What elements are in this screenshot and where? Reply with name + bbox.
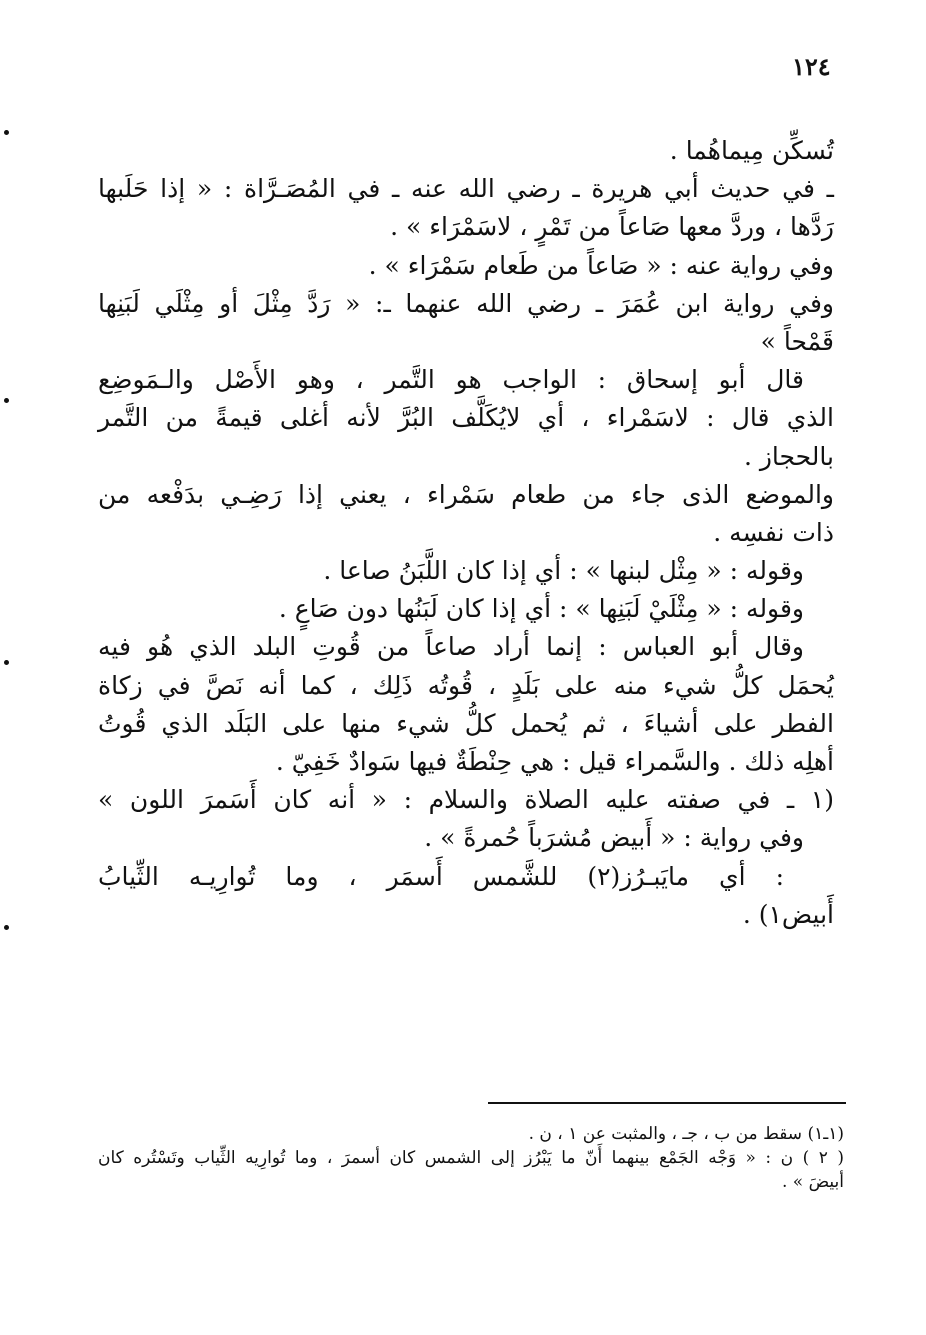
footnote-divider: [488, 1102, 846, 1104]
text-line: وقال أبو العباس : إنما أراد صاعاً من قُوتِ البلد الذي هُو فيه: [98, 632, 804, 662]
text-line: الذي قال : لاسَمْراء ، أي لايُكَلَّف البُرَّ لأنه أغلى قيمةً من التَّمر: [98, 403, 834, 433]
margin-mark: [4, 398, 9, 403]
text-line: رَدَّها ، وردَّ معها صَاعاً من تَمْرٍ ، لاسَمْرَاء » .: [390, 212, 834, 242]
text-line: قَمْحاً »: [760, 326, 834, 356]
margin-mark: [4, 660, 9, 665]
text-line: وفي رواية عنه : « صَاعاً من طَعام سَمْرَاء » .: [368, 250, 834, 280]
footnote-line: (١ـ١) سقط من ب ، جـ ، والمثبت عن ١ ، ن .: [528, 1124, 844, 1144]
text-line: وفي رواية ابن عُمَرَ ـ رضي الله عنهما ـ: « رَدَّ مِثْلَ أو مِثْلَي لَبَنِها: [98, 288, 834, 318]
margin-mark: [4, 925, 9, 930]
footnotes: [98, 1122, 844, 1194]
text-line: (١ ـ في صفته عليه الصلاة والسلام : « أنه كان أَسَمرَ اللون »: [98, 785, 834, 815]
text-line: قال أبو إسحاق : الواجب هو التَّمر ، وهو الأَصْل والـمَوضِع: [98, 365, 804, 395]
text-line: ذات نفسِه .: [713, 517, 834, 547]
text-line: وقوله : « مِثْل لبنها » : أي إذا كان اللَّبَنُ صاعا .: [323, 556, 804, 586]
text-line: وقوله : « مِثْلَيْ لَبَنِها » : أي إذا كان لَبَنُها دون صَاعٍ .: [278, 594, 804, 624]
text-line: الفطر على أشياءَ ، ثم يُحمل كلُّ شيء منها على البَلَد الذي قُوتُ: [98, 708, 834, 738]
text-line: ـ في حديث أبي هريرة ـ رضي الله عنه ـ في المُصَـرَّاة : « إذا حَلَبها: [98, 174, 834, 204]
text-line: وفي رواية : « أَبيض مُشرَباً حُمرةً » .: [424, 823, 804, 853]
text-line: بالحجاز .: [743, 441, 834, 471]
page-number: ١٢٤: [792, 52, 831, 81]
text-line: : أي مايَبـرُز(٢) للشَّمس أَسمَر ، وما تُوارِيـه الثِّيابُ: [98, 861, 784, 891]
text-line: تُسكِّن مِيماهُما .: [669, 136, 834, 165]
text-line: والموضع الذى جاء من طعام سَمْراء ، يعني إذا رَضِـي بدَفْعه من: [98, 479, 834, 509]
text-line: أَبيض١) .: [742, 899, 834, 929]
margin-mark: [4, 130, 9, 135]
footnote-line: ( ٢ ) ن : « وَجْه الجَمْع بينهما أَنّ ما يَبْرُز إلى الشمس كان أسمرَ ، وما تُوارِيه الثِّياب وتَسْتُره كان: [98, 1148, 844, 1168]
text-line: يُحمَل كلُّ شيء منه على بَلَدٍ ، قُوتُه ذَلِك ، كما أنه نَصَّ في زكاة: [98, 670, 834, 700]
text-line: أهلِه ذلك . والسَّمراء قيل : هي حِنْطَةٌ فيها سَوادٌ خَفِيّ .: [275, 747, 834, 776]
main-text: [98, 132, 834, 934]
footnote-line: أبيضَ » .: [781, 1172, 844, 1192]
